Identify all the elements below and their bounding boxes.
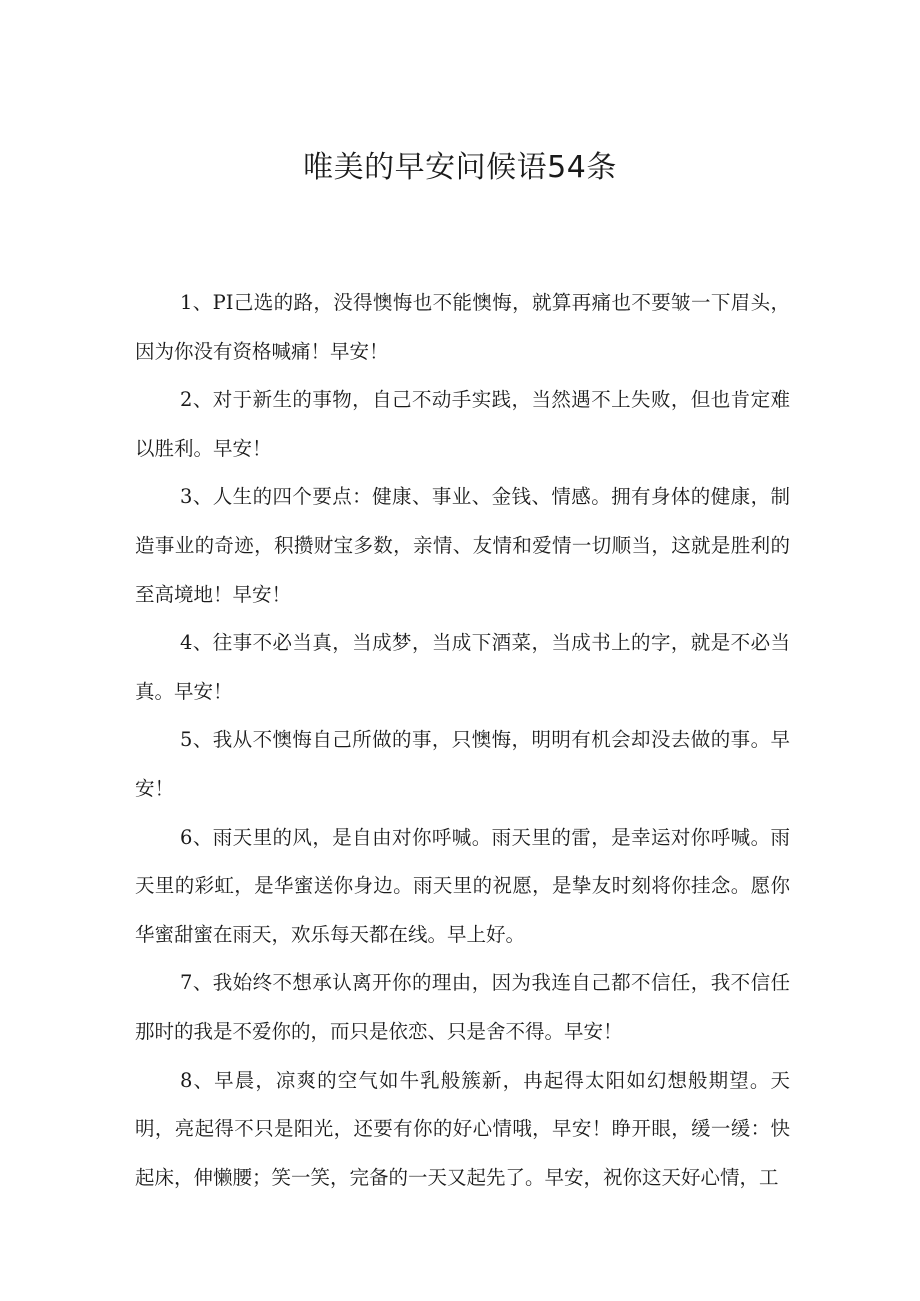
paragraph: 8、早晨，凉爽的空气如牛乳般簇新，冉起得太阳如幻想般期望。天明，亮起得不只是阳光，还要有你的好心情哦，早安！睁开眼，缓一缓：快起床，伸懒腰；笑一笑，完备的一天又起先了。早安，祝你这天好心情，工 <box>135 1068 790 1189</box>
paragraph: 7、我始终不想承认离开你的理由，因为我连自己都不信任，我不信任那时的我是不爱你的，而只是依恋、只是舍不得。早安！ <box>135 971 790 1043</box>
paragraph: 3、人生的四个要点：健康、事业、金钱、情感。拥有身体的健康，制造事业的奇迹，积攒财宝多数，亲情、友情和爱情一切顺当，这就是胜利的至高境地！早安！ <box>135 485 790 606</box>
paragraph: 1、PI己选的路，没得懊悔也不能懊悔，就算再痛也不要皱一下眉头，因为你没有资格喊痛！早安！ <box>135 291 790 363</box>
document-body <box>135 279 790 1202</box>
paragraph: 2、对于新生的事物，自己不动手实践，当然遇不上失败，但也肯定难以胜利。早安！ <box>135 388 790 460</box>
paragraph: 6、雨天里的风，是自由对你呼喊。雨天里的雷，是幸运对你呼喊。雨天里的彩虹，是华蜜送你身边。雨天里的祝愿，是挚友时刻将你挂念。愿你华蜜甜蜜在雨天，欢乐每天都在线。早上好。 <box>135 825 790 946</box>
paragraph: 5、我从不懊悔自己所做的事，只懊悔，明明有机会却没去做的事。早安！ <box>135 728 790 800</box>
document-title: 唯美的早安问候语54条 <box>303 150 617 185</box>
paragraph: 4、往事不必当真，当成梦，当成下酒菜，当成书上的字，就是不必当真。早安！ <box>135 631 790 703</box>
